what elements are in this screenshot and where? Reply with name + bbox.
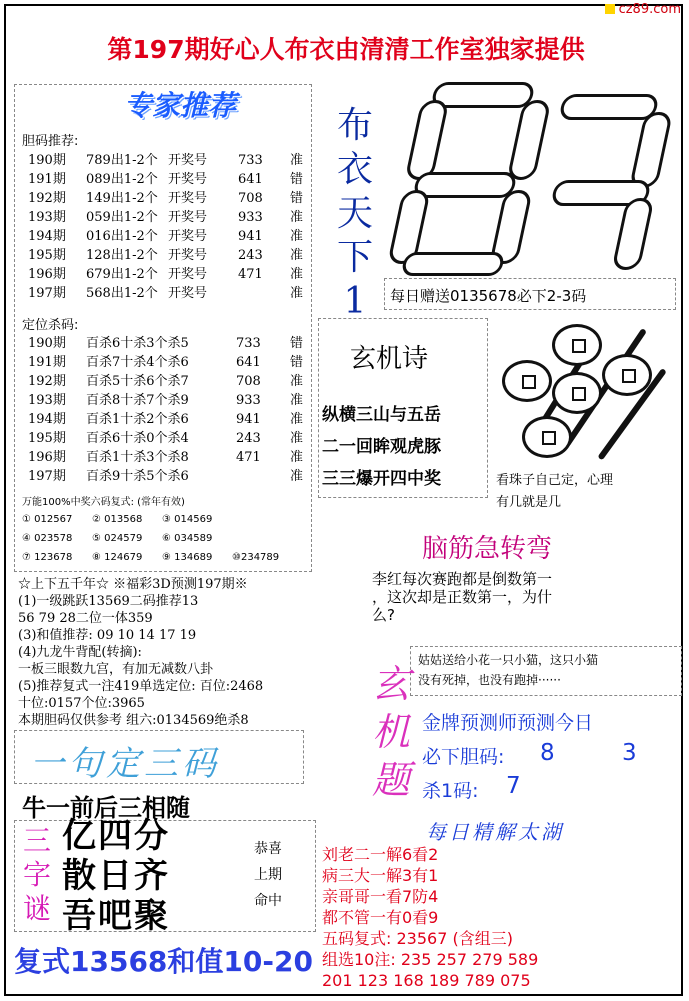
kill-row [28,334,308,353]
kill-mark: 准 [290,374,304,389]
history-line: ☆上下五千年☆ ※福彩3D预测197期※ [18,577,248,592]
dan-label: 开奖号 [168,229,208,244]
kill-row [28,372,308,391]
kill-period: 196期 [28,450,66,465]
dan-tip: 059出1-2个 [86,210,158,225]
dan-row [28,208,308,227]
coin-icon [502,360,552,402]
congrats-line: 上期 [254,867,282,883]
daily-gift: 每日赠送0135678必下2-3码 [390,287,587,305]
dan-period: 190期 [28,153,66,168]
six-code: ② 013568 [92,514,143,525]
history-section [18,576,358,729]
dan-result: 641 [238,172,263,187]
kill-result: 933 [236,393,261,408]
kill-result: 641 [236,355,261,370]
expert-title: 专家推荐 [123,89,236,122]
gold-dan-number: 3 [622,740,637,766]
dan-result: 471 [238,267,263,282]
kill-row [28,353,308,372]
digit-segment [412,172,518,198]
digit-segment [430,82,536,108]
coin-icon [552,372,602,414]
six-code: ⑧ 124679 [92,552,143,563]
coin-icon [552,324,602,366]
riddle-label-char: 谜 [22,892,51,925]
coin-icon [602,354,652,396]
brain-question-1 [372,570,552,624]
dan-period: 193期 [28,210,66,225]
taihu-line: 五码复式: 23567 (含组三) [322,929,513,948]
poem-line: 纵横三山与五岳 [322,405,441,425]
history-line: (5)推荐复式一注419单选定位: 百位:2468 [18,679,264,694]
six-code: ⑥ 034589 [162,533,213,544]
kill-mark: 准 [290,412,304,427]
kill-label: 定位杀码: [22,318,79,333]
poem-hint-line: 有几就是几 [496,495,562,510]
dan-period: 197期 [28,286,66,301]
kill-row [28,448,308,467]
dan-row [28,246,308,265]
kill-period: 190期 [28,336,66,351]
kill-mark: 错 [290,355,304,370]
kill-period: 192期 [28,374,66,389]
taihu-line: 病三大一解3有1 [322,866,439,885]
history-line: 一板三眼数九宫，有加无减数八卦 [18,662,214,677]
dan-label: 开奖号 [168,286,208,301]
gold-dan-label: 必下胆码: [422,746,505,768]
coin-icon [522,416,572,458]
riddle-line: 亿四分 [62,816,170,856]
dan-mark: 准 [290,153,304,168]
buyi-char: 布 [336,105,373,146]
six-code: ④ 023578 [22,533,73,544]
poem-hint [496,470,613,514]
six-code: ⑦ 123678 [22,552,73,563]
kill-table [28,334,308,486]
six-code-title: 万能100%中奖六码复式: (常年有效) [22,497,185,508]
dan-table [28,151,308,303]
dan-result: 733 [238,153,263,168]
dan-label: 胆码推荐: [22,134,79,149]
dan-mark: 错 [290,172,304,187]
dan-period: 192期 [28,191,66,206]
kill-period: 191期 [28,355,66,370]
dan-period: 191期 [28,172,66,187]
buyi-char: 1 [343,281,367,322]
dan-period: 196期 [28,267,66,282]
kill-tip: 百杀6十杀0个杀4 [86,431,189,446]
kill-mark: 准 [290,393,304,408]
dan-mark: 准 [290,267,304,282]
page-title: 第197期好心人布衣由清清工作室独家提供 [107,35,585,64]
buyi-char: 下 [336,237,373,278]
kill-row [28,429,308,448]
brain-line: 没有死掉，也没有跑掉······ [418,673,561,687]
kill-tip: 百杀8十杀7个杀9 [86,393,189,408]
history-line: 十位:0157个位:3965 [18,696,145,711]
dan-mark: 准 [290,210,304,225]
riddle-congrats [254,836,282,914]
kill-mark: 错 [290,336,304,351]
poem-title: 玄机诗 [350,344,429,374]
poem-line: 二一回眸观虎豚 [322,437,441,457]
dan-mark: 准 [290,248,304,263]
history-line: (1)一级跳跃13569二码推荐13 [18,594,199,609]
dan-tip: 568出1-2个 [86,286,158,301]
brain-line: 姑姑送给小花一只小猫，这只小猫 [418,653,599,667]
kill-mark: 准 [290,450,304,465]
dan-result: 933 [238,210,263,225]
brain-line: 么? [372,606,395,624]
kill-tip: 百杀9十杀5个杀6 [86,469,189,484]
dan-tip: 089出1-2个 [86,172,158,187]
digit-segment [404,100,449,180]
buyi-char: 衣 [336,149,373,190]
kill-tip: 百杀6十杀3个杀5 [86,336,189,351]
taihu-title: 每日精解太湖 [426,820,564,844]
riddle-line: 散日齐 [62,856,170,896]
taihu-line: 都不管一有0看9 [322,908,439,927]
dan-tip: 789出1-2个 [86,153,158,168]
xuanji-question-title [368,660,414,804]
big-digits [385,74,675,274]
kill-result: 941 [236,412,261,427]
six-code: ③ 014569 [162,514,213,525]
congrats-line: 恭喜 [254,841,282,857]
riddle-label [20,824,54,926]
digit-segment [400,252,505,276]
kill-result: 708 [236,374,261,389]
xuanji-char: 题 [371,758,410,802]
digit-segment [506,100,551,180]
brain-line: 李红每次赛跑都是倒数第一 [372,570,553,588]
poem-hint-line: 看珠子自己定，心理 [496,473,614,488]
dan-tip: 679出1-2个 [86,267,158,282]
dan-label: 开奖号 [168,191,208,206]
dan-mark: 准 [290,286,304,301]
history-line: (4)九龙牛背配(转摘): [18,645,142,660]
kill-period: 195期 [28,431,66,446]
dan-row [28,284,308,303]
gold-dan-number: 8 [540,740,555,766]
riddle-label-char: 三 [22,824,51,857]
brain-title: 脑筋急转弯 [422,534,553,564]
dan-label: 开奖号 [168,153,208,168]
congrats-line: 命中 [254,893,282,909]
kill-tip: 百杀7十杀4个杀6 [86,355,189,370]
dan-tip: 149出1-2个 [86,191,158,206]
dan-label: 开奖号 [168,172,208,187]
kill-row [28,391,308,410]
riddle-label-char: 字 [22,858,51,891]
watermark-square-icon [605,4,615,14]
taihu-lines [322,844,538,991]
watermark: cz89.com [605,2,681,17]
kill-period: 194期 [28,412,66,427]
taihu-line: 201 123 168 189 789 075 [322,971,531,990]
dan-tip: 016出1-2个 [86,229,158,244]
dan-label: 开奖号 [168,267,208,282]
xuanji-char: 玄 [371,662,410,706]
dan-tip: 128出1-2个 [86,248,158,263]
dan-mark: 错 [290,191,304,206]
dan-row [28,265,308,284]
kill-result: 733 [236,336,261,351]
dan-row [28,170,308,189]
dan-label: 开奖号 [168,248,208,263]
xuanji-char: 机 [371,710,410,754]
six-code: ⑩234789 [232,552,280,563]
taihu-line: 亲哥哥一看7防4 [322,887,439,906]
kill-period: 193期 [28,393,66,408]
taihu-line: 刘老二一解6看2 [322,845,439,864]
dan-row [28,151,308,170]
history-line: 本期胆码仅供参考 组六:0134569绝杀8 [18,713,249,728]
dan-result: 708 [238,191,263,206]
brain-question-2 [418,650,598,690]
kill-mark: 准 [290,469,304,484]
six-code: ⑤ 024579 [92,533,143,544]
dan-label: 开奖号 [168,210,208,225]
kill-tip: 百杀1十杀3个杀8 [86,450,189,465]
yjd-title: 一句定三码 [30,744,220,784]
buyi-title [330,104,380,324]
dan-result: 941 [238,229,263,244]
dan-mark: 准 [290,229,304,244]
kill-result: 243 [236,431,261,446]
kill-tip: 百杀5十杀6个杀7 [86,374,189,389]
brain-line: ，这次却是正数第一，为什 [372,588,553,606]
buyi-char: 天 [336,193,373,234]
gold-kill-number: 7 [506,773,521,799]
taihu-line: 组选10注: 235 257 279 589 [322,950,539,969]
digit-segment [629,112,673,188]
history-line: (3)和值推荐: 09 10 14 17 19 [18,628,197,643]
gold-kill-label: 杀1码: [422,780,479,802]
dan-row [28,189,308,208]
poem-line: 三三爆开四中奖 [322,469,441,489]
six-code: ① 012567 [22,514,73,525]
riddle-line: 吾吧聚 [62,896,170,936]
dan-row [28,227,308,246]
six-code-grid [22,514,312,570]
kill-tip: 百杀1十杀2个杀6 [86,412,189,427]
riddle-lines [62,816,170,936]
six-code: ⑨ 134689 [162,552,213,563]
kill-mark: 准 [290,431,304,446]
kill-row [28,410,308,429]
history-line: 56 79 28二位一体359 [18,611,153,626]
kill-result: 471 [236,450,261,465]
abacus-picture [492,318,682,468]
dan-result: 243 [238,248,263,263]
gold-title: 金牌预测师预测今日 [422,712,594,734]
dan-period: 195期 [28,248,66,263]
kill-row [28,467,308,486]
big-digits-text [385,74,386,75]
fushi-banner: 复式13568和值10-20 [14,945,313,978]
digit-segment [611,198,654,270]
yjd-line: 牛一前后三相随 [22,794,190,822]
digit-segment [558,94,660,120]
kill-period: 197期 [28,469,66,484]
dan-period: 194期 [28,229,66,244]
